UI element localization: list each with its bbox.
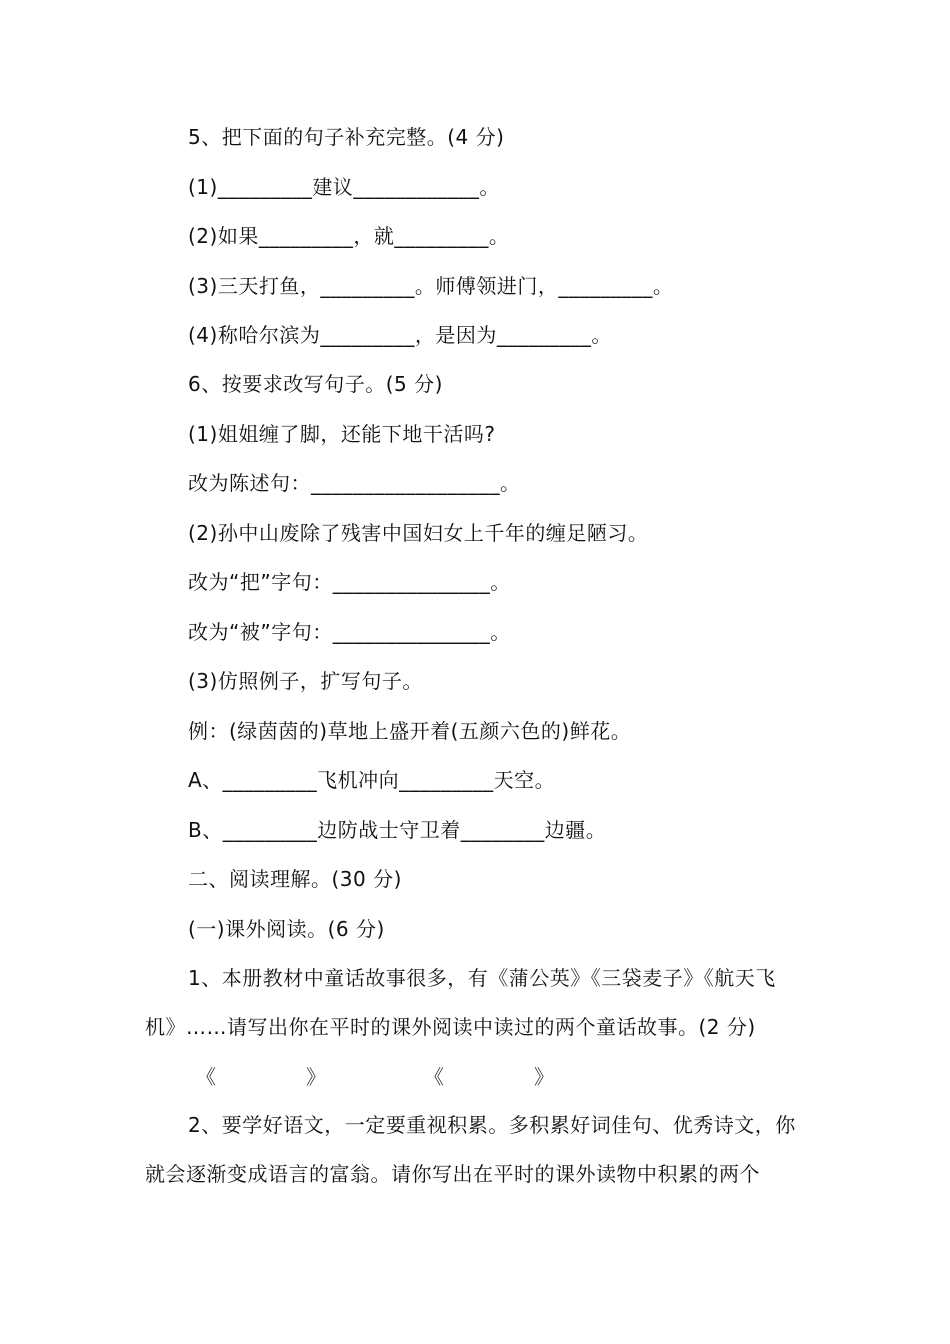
question-6-item-2-answer-bei: 改为“被”字句：_______________。 <box>188 620 511 644</box>
question-5-item-3: (3)三天打鱼，_________。师傅领进门，_________。 <box>188 274 674 298</box>
reading-question-2-line-2: 就会逐渐变成语言的富翁。请你写出在平时的课外读物中积累的两个 <box>145 1162 760 1186</box>
question-6-item-2: (2)孙中山废除了残害中国妇女上千年的缠足陋习。 <box>188 521 649 545</box>
question-6-item-3: (3)仿照例子，扩写句子。 <box>188 669 423 693</box>
section-2-heading: 二、阅读理解。(30 分) <box>188 867 402 891</box>
question-5-item-4: (4)称哈尔滨为_________，是因为_________。 <box>188 323 612 347</box>
reading-question-2-line-1: 2、要学好语文，一定要重视积累。多积累好词佳句、优秀诗文，你 <box>188 1113 796 1137</box>
reading-question-1-line-2: 机》……请写出你在平时的课外阅读中读过的两个童话故事。(2 分) <box>145 1015 756 1039</box>
question-6-item-3-a: A、_________飞机冲向_________天空。 <box>188 768 556 792</box>
question-5-item-2: (2)如果_________，就_________。 <box>188 224 510 248</box>
book-title-bracket-open-1: 《 <box>196 1065 216 1089</box>
book-title-bracket-close-2: 》 <box>534 1065 554 1089</box>
question-6-item-2-answer-ba: 改为“把”字句：_______________。 <box>188 570 511 594</box>
question-5-item-1: (1)_________建议____________。 <box>188 175 500 199</box>
question-5-heading: 5、把下面的句子补充完整。(4 分) <box>188 125 505 149</box>
question-6-item-1: (1)姐姐缠了脚，还能下地干活吗? <box>188 422 496 446</box>
question-6-example: 例：(绿茵茵的)草地上盛开着(五颜六色的)鲜花。 <box>188 719 632 743</box>
book-title-bracket-close-1: 》 <box>306 1065 326 1089</box>
question-6-item-3-b: B、_________边防战士守卫着________边疆。 <box>188 818 607 842</box>
question-6-heading: 6、按要求改写句子。(5 分) <box>188 372 443 396</box>
question-6-item-1-answer: 改为陈述句：__________________。 <box>188 471 521 495</box>
book-title-bracket-open-2: 《 <box>424 1065 444 1089</box>
section-2-part-1-heading: (一)课外阅读。(6 分) <box>188 917 385 941</box>
reading-question-1-line-1: 1、本册教材中童话故事很多，有《蒲公英》《三袋麦子》《航天飞 <box>188 966 776 990</box>
